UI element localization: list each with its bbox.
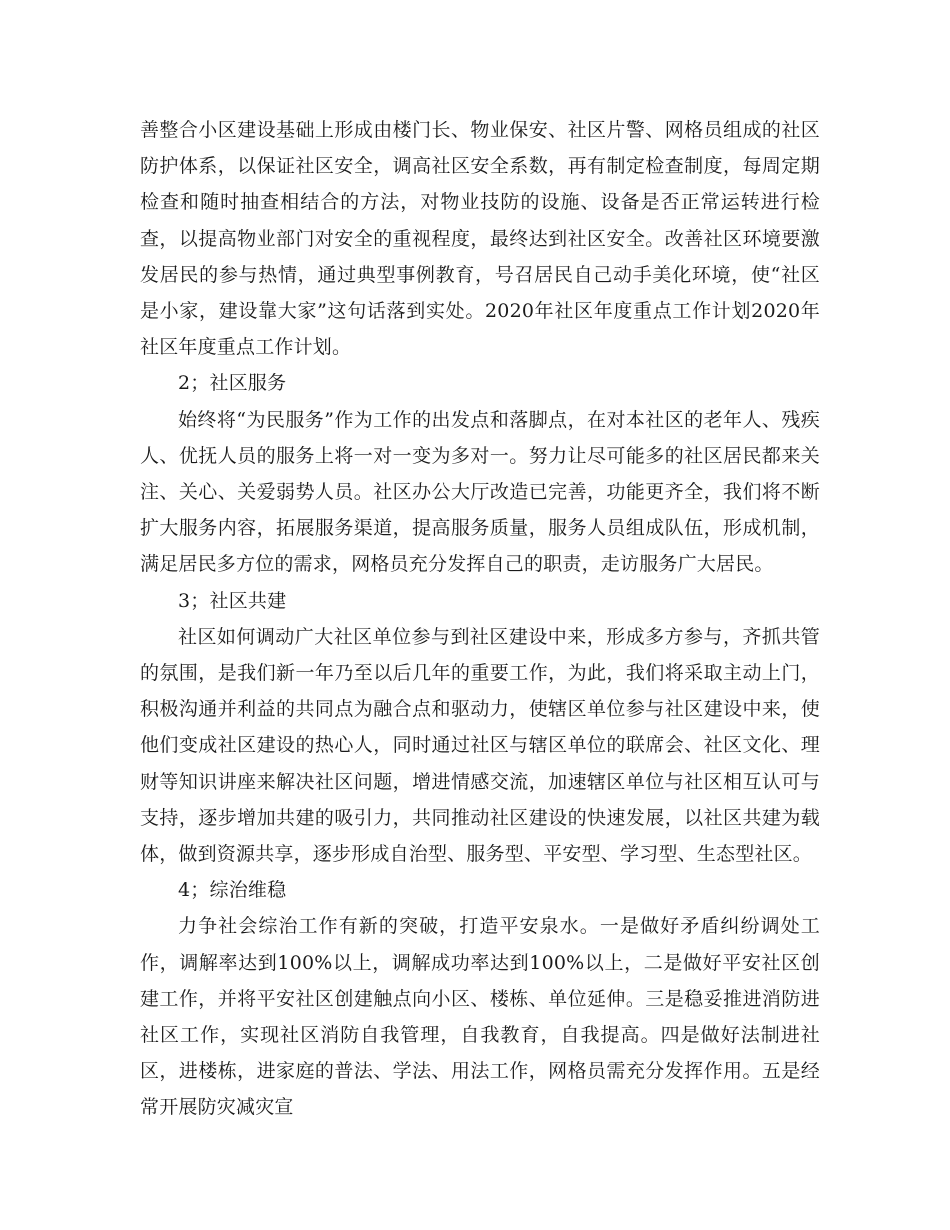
paragraph-community-co-construction: 社区如何调动广大社区单位参与到社区建设中来，形成多方参与，齐抓共管的氛围，是我们新一年乃至以后几年的重要工作，为此，我们将采取主动上门，积极沟通并利益的共同点为融合点和驱动力，使辖区单位参与社区建设中来，使他们变成社区建设的热心人，同时通过社区与辖区单位的联席会、社区文化、理财等知识讲座来解决社区问题，增进情感交流，加速辖区单位与社区相互认可与支持，逐步增加共建的吸引力，共同推动社区建设的快速发展，以社区共建为载体，做到资源共享，逐步形成自治型、服务型、平安型、学习型、生态型社区。 [140,625,820,866]
paragraph-comprehensive-stability: 力争社会综治工作有新的突破，打造平安泉水。一是做好矛盾纠纷调处工作，调解率达到100%以上，调解成功率达到100%以上，二是做好平安社区创建工作，并将平安社区创建触点向小区、楼栋、单位延伸。三是稳妥推进消防进社区工作，实现社区消防自我管理，自我教育，自我提高。四是做好法制进社区，进楼栋，进家庭的普法、学法、用法工作，网格员需充分发挥作用。五是经常开展防灾减灾宣 [140,915,820,1119]
heading-comprehensive-stability: 4；综治维稳 [178,879,287,902]
heading-community-service: 2；社区服务 [178,372,287,395]
document-body [140,112,820,1126]
heading-community-co-construction: 3；社区共建 [178,589,287,612]
paragraph-community-service: 始终将“为民服务”作为工作的出发点和落脚点，在对本社区的老年人、残疾人、优抚人员的服务上将一对一变为多对一。努力让尽可能多的社区居民都来关注、关心、关爱弱势人员。社区办公大厅改造已完善，功能更齐全，我们将不断扩大服务内容，拓展服务渠道，提高服务质量，服务人员组成队伍，形成机制，满足居民多方位的需求，网格员充分发挥自己的职责，走访服务广大居民。 [140,408,820,576]
paragraph-community-safety: 善整合小区建设基础上形成由楼门长、物业保安、社区片警、网格员组成的社区防护体系，以保证社区安全，调高社区安全系数，再有制定检查制度，每周定期检查和随时抽查相结合的方法，对物业技防的设施、设备是否正常运转进行检查，以提高物业部门对安全的重视程度，最终达到社区安全。改善社区环境要激发居民的参与热情，通过典型事例教育，号召居民自己动手美化环境，使“社区是小家，建设靠大家”这句话落到实处。2020年社区年度重点工作计划2020年社区年度重点工作计划。 [140,119,820,359]
